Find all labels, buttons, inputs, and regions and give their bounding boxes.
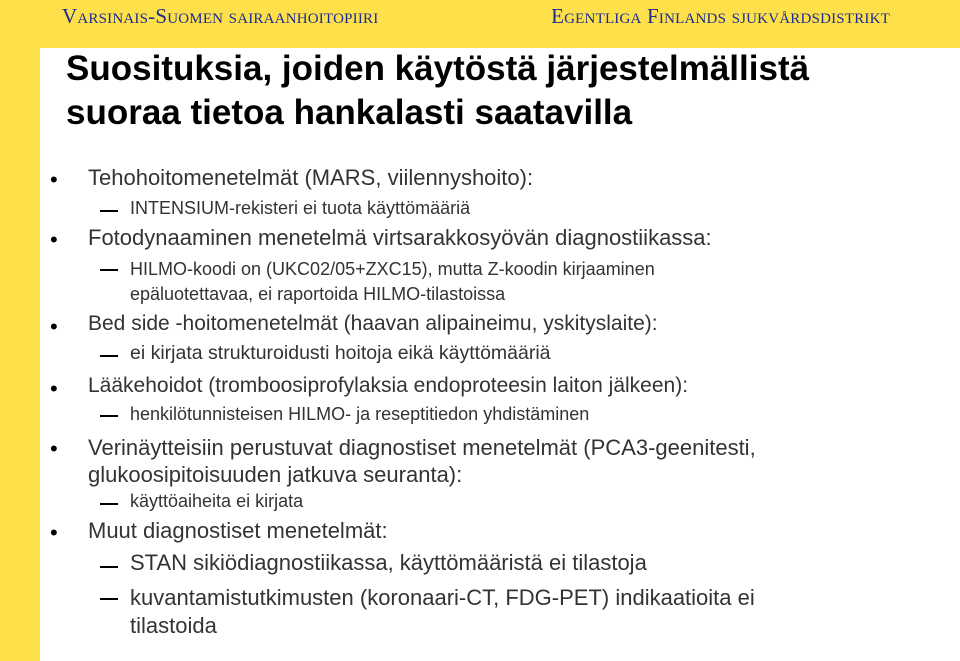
title-line-1: Suosituksia, joiden käytöstä järjestelmällistä	[66, 49, 810, 88]
list-item-line-1: Verinäytteisiin perustuvat diagnostiset menetelmät (PCA3-geenitesti,	[88, 435, 756, 460]
dash-icon	[100, 355, 118, 357]
header-right-organization: Egentliga Finlands sjukvårdsdistrikt	[551, 4, 890, 28]
dash-icon	[100, 503, 118, 505]
dash-icon	[100, 210, 118, 212]
list-item: Muut diagnostiset menetelmät:	[88, 518, 388, 543]
sub-list-item	[130, 584, 755, 640]
bullet-icon: •	[50, 167, 58, 192]
list-item: Fotodynaaminen menetelmä virtsarakkosyövän diagnostiikassa:	[88, 225, 712, 250]
sub-list-item-line-2: epäluotettavaa, ei raportoida HILMO-tilastoissa	[130, 284, 506, 304]
dash-icon	[100, 269, 118, 271]
sub-list-item: STAN sikiödiagnostiikassa, käyttömääristä ei tilastoja	[130, 550, 647, 575]
list-item	[88, 434, 756, 488]
sub-list-item-line-2: tilastoida	[130, 613, 217, 638]
sub-list-item	[130, 257, 655, 307]
list-item: Tehohoitomenetelmät (MARS, viilennyshoito):	[88, 165, 534, 190]
sub-list-item-line-1: kuvantamistutkimusten (koronaari-CT, FDG-PET) indikaatioita ei	[130, 585, 755, 610]
bullet-icon: •	[50, 227, 58, 252]
sub-list-item: ei kirjata strukturoidusti hoitoja eikä käyttömääriä	[130, 342, 551, 364]
sub-list-item: INTENSIUM-rekisteri ei tuota käyttömääriä	[130, 198, 471, 218]
list-item-line-2: glukoosipitoisuuden jatkuva seuranta):	[88, 462, 463, 487]
dash-icon	[100, 415, 118, 417]
bullet-icon: •	[50, 520, 58, 545]
header-left-organization: Varsinais-Suomen sairaanhoitopiiri	[62, 4, 379, 28]
sub-list-item-line-1: HILMO-koodi on (UKC02/05+ZXC15), mutta Z-koodin kirjaaminen	[130, 259, 655, 279]
dash-icon	[100, 598, 118, 600]
dash-icon	[100, 566, 118, 568]
sub-list-item: käyttöaiheita ei kirjata	[130, 491, 304, 511]
bullet-icon: •	[50, 436, 58, 461]
list-item: Bed side -hoitomenetelmät (haavan alipaineimu, yskityslaite):	[88, 312, 658, 335]
list-item: Lääkehoidot (tromboosiprofylaksia endoproteesin laiton jälkeen):	[88, 374, 689, 397]
bullet-icon: •	[50, 314, 58, 339]
title-line-2: suoraa tietoa hankalasti saatavilla	[66, 93, 633, 132]
bullet-icon: •	[50, 376, 58, 401]
sub-list-item: henkilötunnisteisen HILMO- ja reseptitiedon yhdistäminen	[130, 404, 590, 424]
